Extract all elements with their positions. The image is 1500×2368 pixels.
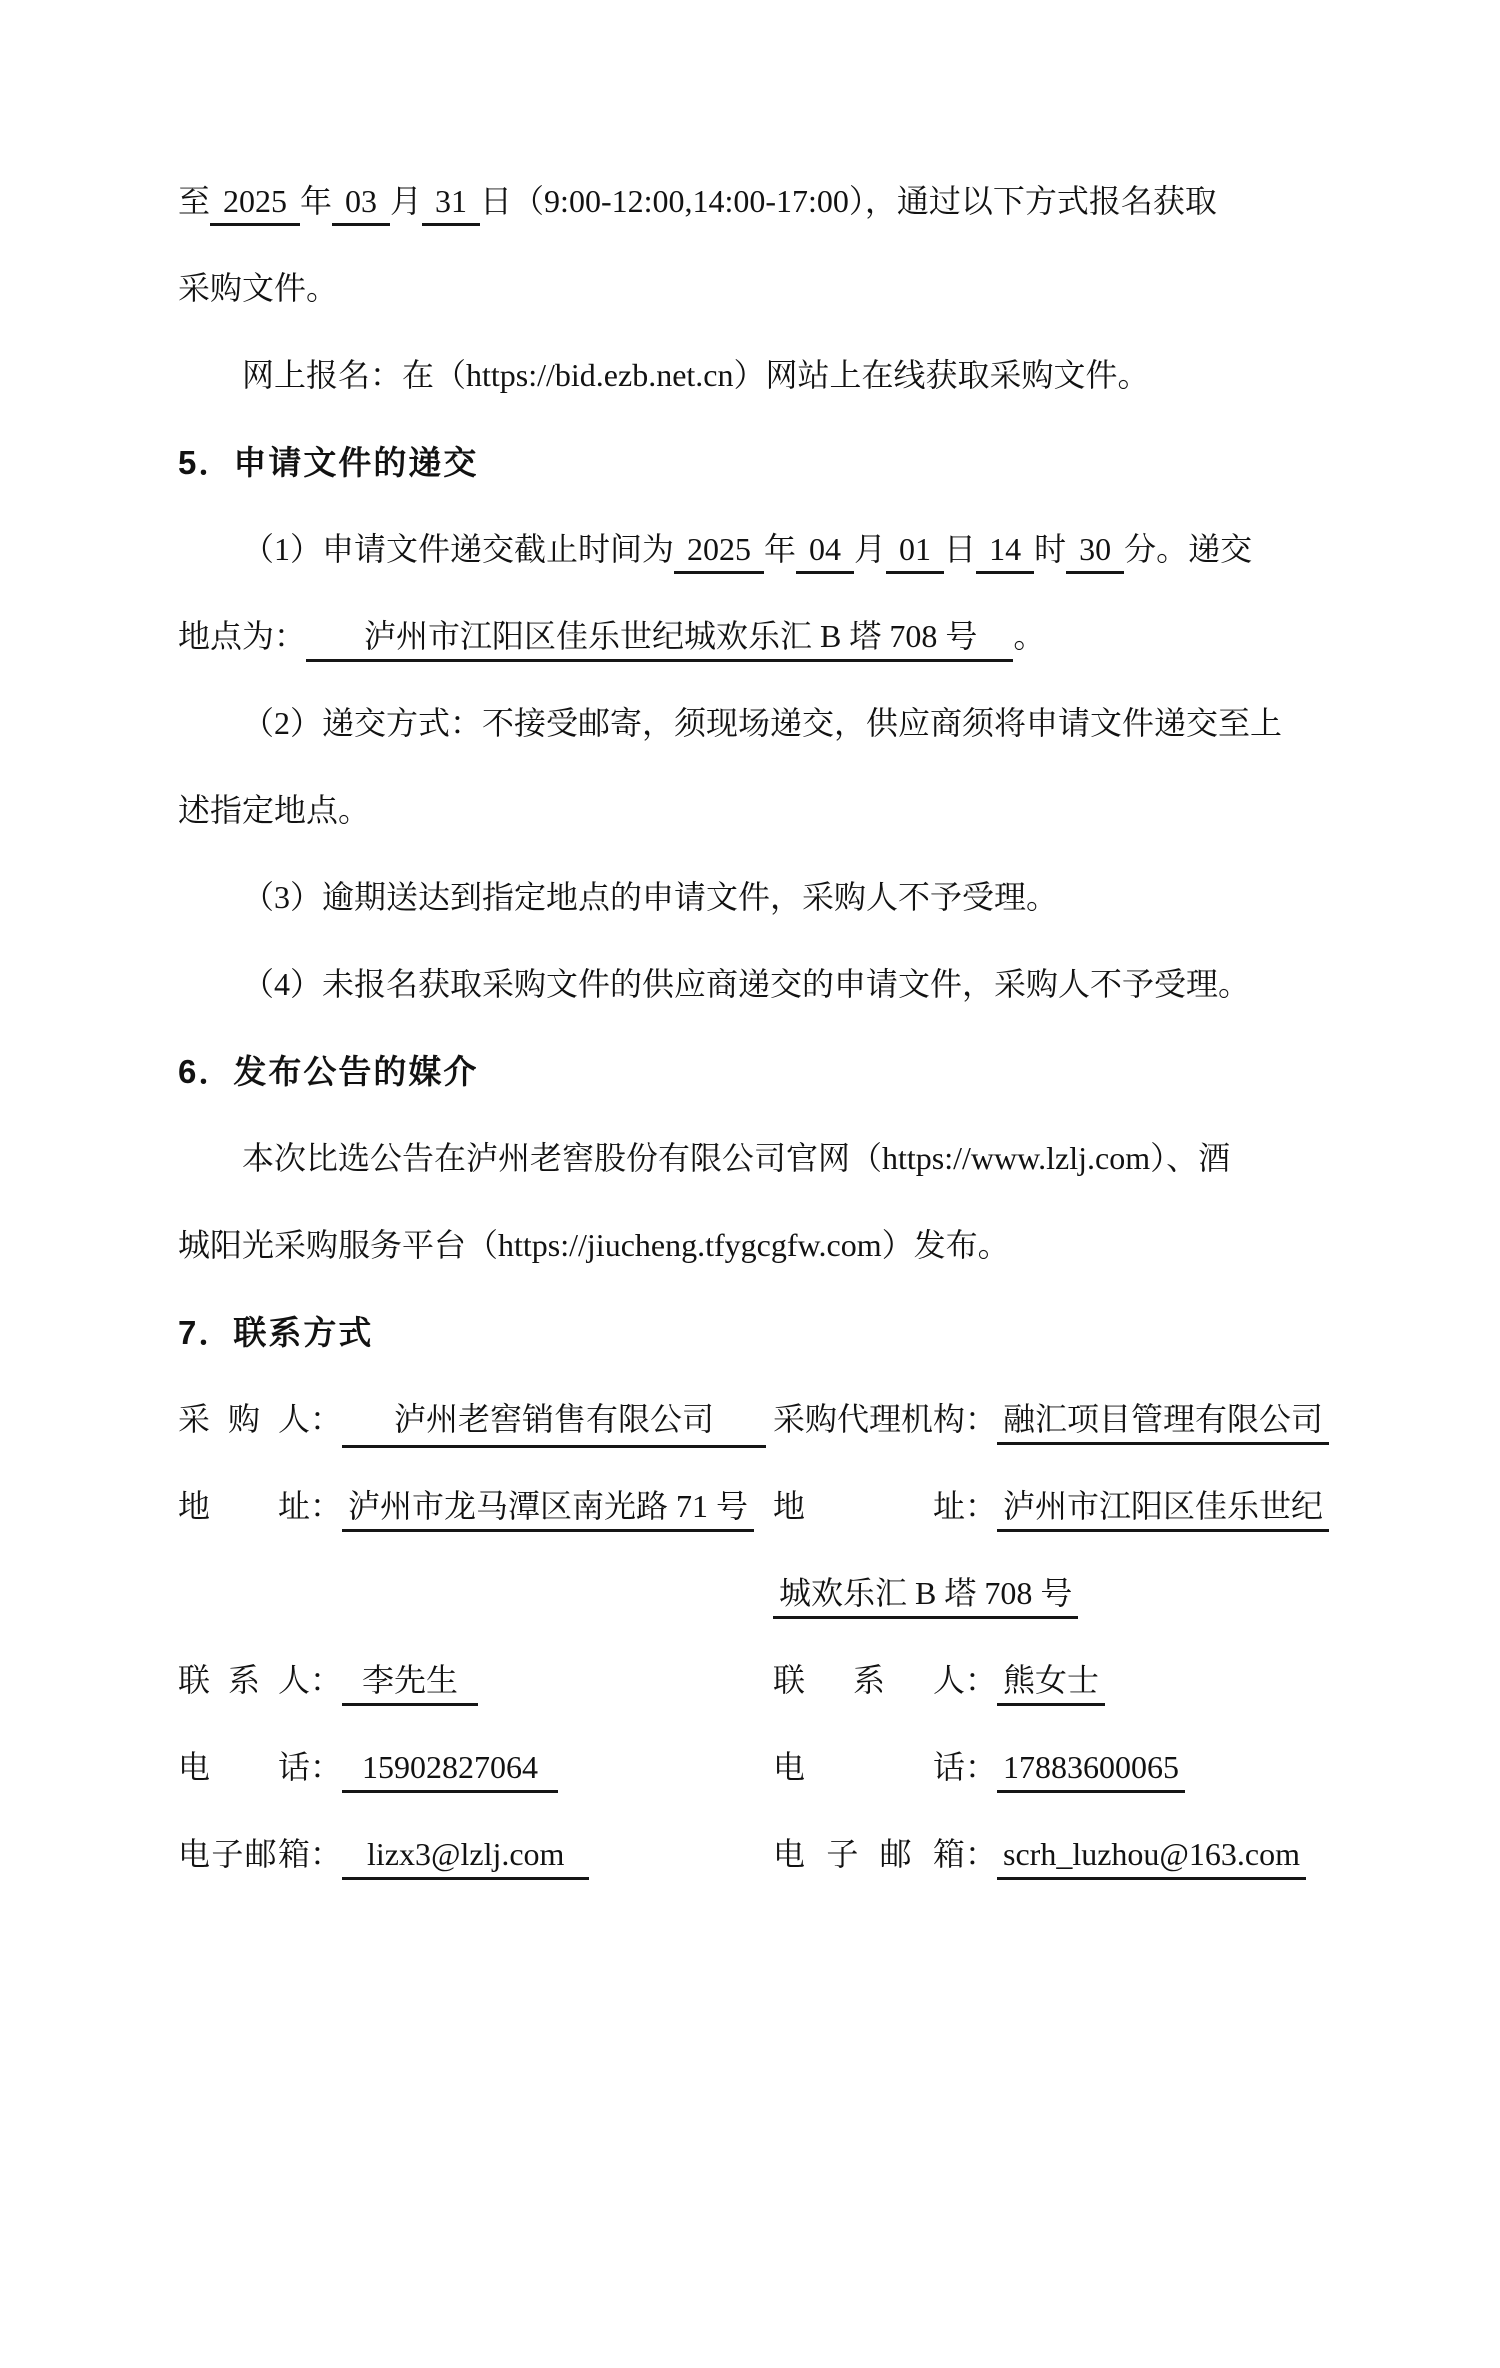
text-run: 年: [300, 183, 333, 219]
section-heading-7: [178, 1289, 1345, 1376]
agency-contact-row: [773, 1637, 1345, 1724]
agency-phone-label: 电话: [773, 1749, 965, 1785]
deadline-day: 31: [422, 183, 480, 226]
text-run: 城阳光采购服务平台（https://jiucheng.tfygcgfw.com）发布。: [178, 1227, 1010, 1263]
text-run: 采购文件。: [178, 270, 339, 306]
submit-day: 01: [886, 531, 944, 574]
deadline-year: 2025: [210, 183, 300, 226]
unregistered-supplier-line: [178, 941, 1345, 1028]
agency-address-row-1: [773, 1463, 1345, 1550]
text-run: 时: [1034, 531, 1067, 567]
purchaser-address-label: 地址: [178, 1488, 310, 1524]
purchaser-address: 泸州市龙马潭区南光路 71 号: [342, 1488, 754, 1532]
colon: ：: [310, 1488, 343, 1524]
agency-phone-row: [773, 1724, 1345, 1811]
text-run: 本次比选公告在泸州老窖股份有限公司官网（https://www.lzlj.com）、酒: [242, 1140, 1231, 1176]
agency-address-row-2: [773, 1550, 1345, 1637]
online-signup-line: [178, 332, 1345, 419]
text-run: 述指定地点。: [178, 792, 371, 828]
text-run: 年: [764, 531, 797, 567]
text-run: 月: [390, 183, 423, 219]
contact-table: [178, 1376, 1345, 1898]
agency-label: 采购代理机构: [773, 1401, 966, 1437]
purchaser-label: 采购人: [178, 1401, 310, 1437]
colon: ：: [310, 1836, 343, 1872]
announcement-media-line-1: [178, 1115, 1345, 1202]
purchaser-row: [178, 1376, 773, 1463]
text-run: 网上报名：在（https://bid.ezb.net.cn）网站上在线获取采购文件。: [242, 357, 1150, 393]
colon: ：: [965, 1836, 998, 1872]
text-run: 月: [854, 531, 887, 567]
agency-row: [773, 1376, 1345, 1463]
text-run: 。: [1013, 618, 1046, 654]
colon: ：: [310, 1749, 343, 1785]
submission-deadline-line: [178, 506, 1345, 593]
agency-email: scrh_luzhou@163.com: [997, 1836, 1306, 1880]
submission-method-line-1: [178, 680, 1345, 767]
late-submission-line: [178, 854, 1345, 941]
text-run: 至: [178, 183, 211, 219]
purchaser-phone: 15902827064: [342, 1749, 558, 1793]
colon: ：: [310, 1401, 343, 1437]
section-heading-6: [178, 1028, 1345, 1115]
spacer-row: [178, 1550, 773, 1637]
text-run: （3）逾期送达到指定地点的申请文件，采购人不予受理。: [242, 879, 1059, 915]
agency-address-label: 地址: [773, 1488, 965, 1524]
submission-place-line: [178, 593, 1345, 680]
announcement-media-line-2: [178, 1202, 1345, 1289]
heading-text: 6．发布公告的媒介: [178, 1053, 479, 1090]
purchaser-phone-row: [178, 1724, 773, 1811]
contact-column-purchaser: [178, 1376, 773, 1898]
submission-method-line-2: [178, 767, 1345, 854]
purchaser-name: 泸州老窖销售有限公司: [342, 1398, 766, 1448]
text-run: 日: [944, 531, 977, 567]
purchaser-address-row: [178, 1463, 773, 1550]
registration-deadline-line-2: [178, 245, 1345, 332]
heading-text: 5．申请文件的递交: [178, 444, 479, 481]
text-run: （1）申请文件递交截止时间为: [242, 531, 675, 567]
text-run: 分。递交: [1124, 531, 1253, 567]
purchaser-email-label: 电子邮箱: [178, 1836, 310, 1872]
submit-month: 04: [796, 531, 854, 574]
colon: ：: [965, 1749, 998, 1785]
submission-address: 泸州市江阳区佳乐世纪城欢乐汇 B 塔 708 号: [306, 618, 1013, 662]
agency-email-label: 电子邮箱: [773, 1836, 965, 1872]
text-run: （4）未报名获取采购文件的供应商递交的申请文件，采购人不予受理。: [242, 966, 1251, 1002]
colon: ：: [965, 1488, 998, 1524]
submit-hour: 14: [976, 531, 1034, 574]
agency-email-row: [773, 1811, 1345, 1898]
agency-contact-label: 联系人: [773, 1662, 965, 1698]
purchaser-contact-label: 联系人: [178, 1662, 310, 1698]
submit-year: 2025: [674, 531, 764, 574]
colon: ：: [310, 1662, 343, 1698]
submit-minute: 30: [1066, 531, 1124, 574]
agency-contact-name: 熊女士: [997, 1662, 1105, 1706]
deadline-month: 03: [332, 183, 390, 226]
text-run: 日（9:00-12:00,14:00-17:00），通过以下方式报名获取: [480, 183, 1217, 219]
purchaser-email-row: [178, 1811, 773, 1898]
purchaser-contact-row: [178, 1637, 773, 1724]
agency-name: 融汇项目管理有限公司: [997, 1401, 1329, 1445]
purchaser-contact-name: 李先生: [342, 1662, 478, 1706]
text-run: 地点为：: [178, 618, 307, 654]
purchaser-phone-label: 电话: [178, 1749, 310, 1785]
agency-address-line-2: 城欢乐汇 B 塔 708 号: [773, 1575, 1078, 1619]
registration-deadline-line: [178, 158, 1345, 245]
colon: ：: [965, 1401, 998, 1437]
section-heading-5: [178, 419, 1345, 506]
heading-text: 7．联系方式: [178, 1314, 374, 1351]
purchaser-email: lizx3@lzlj.com: [342, 1836, 589, 1880]
colon: ：: [965, 1662, 998, 1698]
text-run: （2）递交方式：不接受邮寄，须现场递交，供应商须将申请文件递交至上: [242, 705, 1283, 741]
agency-address-line-1: 泸州市江阳区佳乐世纪: [997, 1488, 1329, 1532]
contact-column-agency: [773, 1376, 1345, 1898]
agency-phone: 17883600065: [997, 1749, 1185, 1793]
